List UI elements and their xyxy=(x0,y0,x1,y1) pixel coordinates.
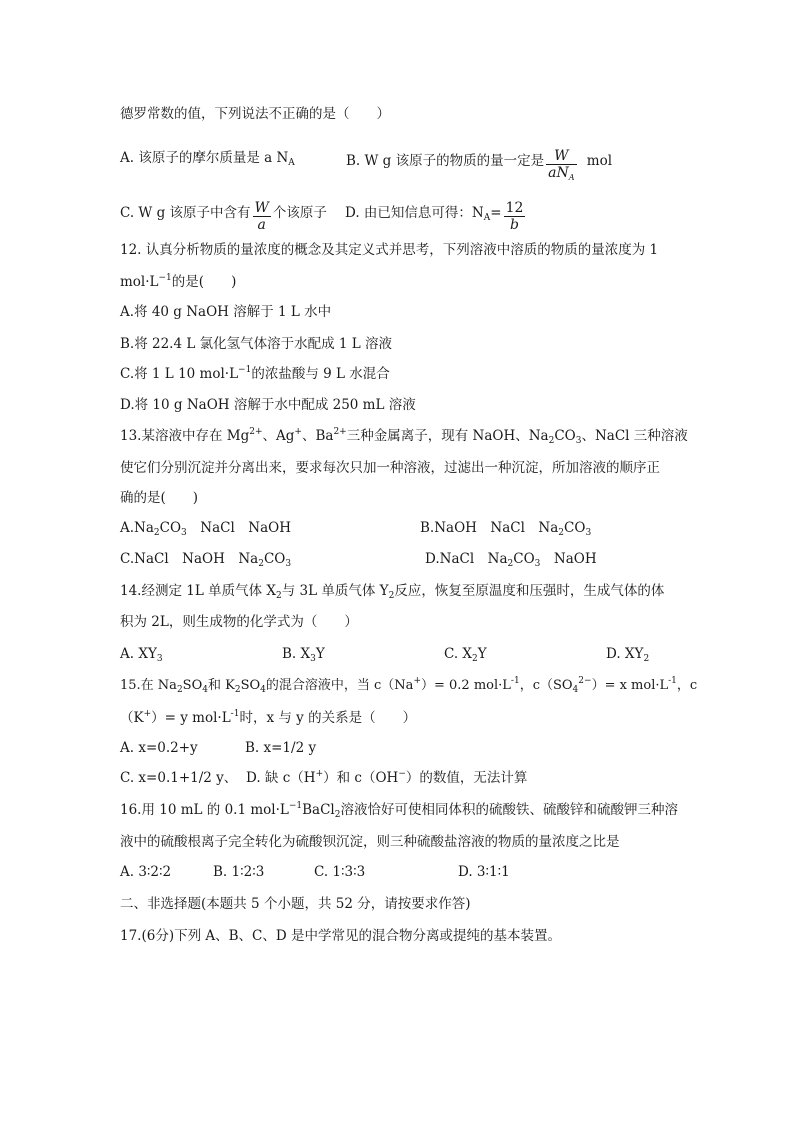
q17-stem: 17.(6分)下列 A、B、C、D 是中学常见的混合物分离或提纯的基本装置。 xyxy=(120,928,561,944)
q11-option-a: A. 该原子的摩尔质量是 a $N_A$ xyxy=(120,150,295,168)
q15-option-c: C. x=0.1+1/2 y、 xyxy=(120,770,238,786)
q13-stem-line2: 使它们分别沉淀并分离出来，要求每次只加一种溶液，过滤出一种沉淀，所加溶液的顺序正 xyxy=(120,460,660,476)
q15-option-d: D. 缺 c（H+）和 c（OH−）的数值，无法计算 xyxy=(246,769,528,786)
q13-stem-line3: 确的是( ) xyxy=(120,490,199,506)
q14-stem-line1: 14.经测定 1L 单质气体 $X_2$与 3L 单质气体 $Y_2$反应，恢复至原温度和压强时，生成气体的体 xyxy=(120,583,665,601)
q16-stem-line1: 16.用 10 mL 的 0.1 $mol\cdot L^{-1}BaCl_2$溶液恰好可使相同体积的硫酸铁、硫酸锌和硫酸钾三种溶 xyxy=(120,801,678,820)
q12-option-c: C.将 1 L 10 $mol\cdot L^{-1}$的浓盐酸与 9 L 水混合 xyxy=(120,365,390,382)
fraction: $\frac{W}{a}$ xyxy=(254,200,269,233)
q15-stem-line2: （K+）= y $mol\cdot L^{-1}$时，x 与 y 的关系是（ ） xyxy=(120,709,417,726)
q11-option-c: C. W g 该原子中含有 $\frac{W}{a}$ 个该原子 xyxy=(120,200,327,233)
q13-option-c: C.NaCl NaOH $Na_2CO_3$ xyxy=(120,551,292,569)
q16-option-b: B. 1∶2∶3 xyxy=(213,864,265,880)
q11-stem: 德罗常数的值，下列说法不正确的是（ ） xyxy=(120,106,390,122)
q11-option-b: B. W g 该原子的物质的量一定是 $\frac{W}{aN_A}$ mol xyxy=(346,148,613,182)
q13-stem-line1: 13.某溶液中存在 $Mg^{2+}$、Ag+、$Ba^{2+}$三种金属离子，现有 NaOH、$Na_2CO_3$、NaCl 三种溶液 xyxy=(120,427,688,446)
q12-stem-line2: $mol\cdot L^{-1}$的是( ) xyxy=(120,273,237,290)
q15-option-a: A. x=0.2+y xyxy=(120,740,198,756)
q15-stem-line1: 15.在 $Na_2SO_4$和 $K_2SO_4$的混合溶液中，当 c（Na+）= 0.2 $mol\cdot L^{-1}$，$c(SO_4^{2-})= x$ $mol\cdot L^{-1}$，c xyxy=(120,676,698,695)
q16-stem-line2: 液中的硫酸根离子完全转化为硫酸钡沉淀，则三种硫酸盐溶液的物质的量浓度之比是 xyxy=(120,834,620,850)
q12-stem-line1: 12. 认真分析物质的量浓度的概念及其定义式并思考，下列溶液中溶质的物质的量浓度为 1 xyxy=(120,242,659,258)
q14-stem-line2: 积为 2L，则生成物的化学式为（ ） xyxy=(120,614,358,630)
fraction: $\frac{12}{b}$ xyxy=(505,200,524,233)
q14-option-a: A. $XY_3$ xyxy=(120,646,163,664)
q14-option-b: B. $X_3Y$ xyxy=(282,646,325,664)
q16-option-c: C. 1∶3∶3 xyxy=(314,864,366,880)
q14-option-c: C. $X_2Y$ xyxy=(444,646,487,664)
q13-option-d: D.NaCl $Na_2CO_3$ NaOH xyxy=(425,551,597,569)
q13-option-a: $A.Na_2CO_3$ NaCl NaOH xyxy=(120,520,291,538)
q13-option-b: B.NaOH NaCl $Na_2CO_3$ xyxy=(420,520,592,538)
section-heading: 二、非选择题(本题共 5 个小题，共 52 分，请按要求作答) xyxy=(120,896,471,912)
q14-option-d: D. $XY_2$ xyxy=(606,646,650,664)
q12-option-a: A.将 40 g NaOH 溶解于 1 L 水中 xyxy=(120,304,332,320)
q12-option-d: D.将 10 g NaOH 溶解于水中配成 250 mL 溶液 xyxy=(120,397,416,413)
q12-option-b: B.将 22.4 L 氯化氢气体溶于水配成 1 L 溶液 xyxy=(120,336,393,352)
fraction: $\frac{W}{aN_A}$ xyxy=(548,148,575,182)
q16-option-a: A. 3∶2∶2 xyxy=(120,864,172,880)
q16-option-d: D. 3∶1∶1 xyxy=(458,864,510,880)
q15-option-b: B. x=1/2 y xyxy=(245,740,317,756)
q11-option-d: D. 由已知信息可得：$N_A=$ $\frac{12}{b}$ xyxy=(345,200,524,233)
